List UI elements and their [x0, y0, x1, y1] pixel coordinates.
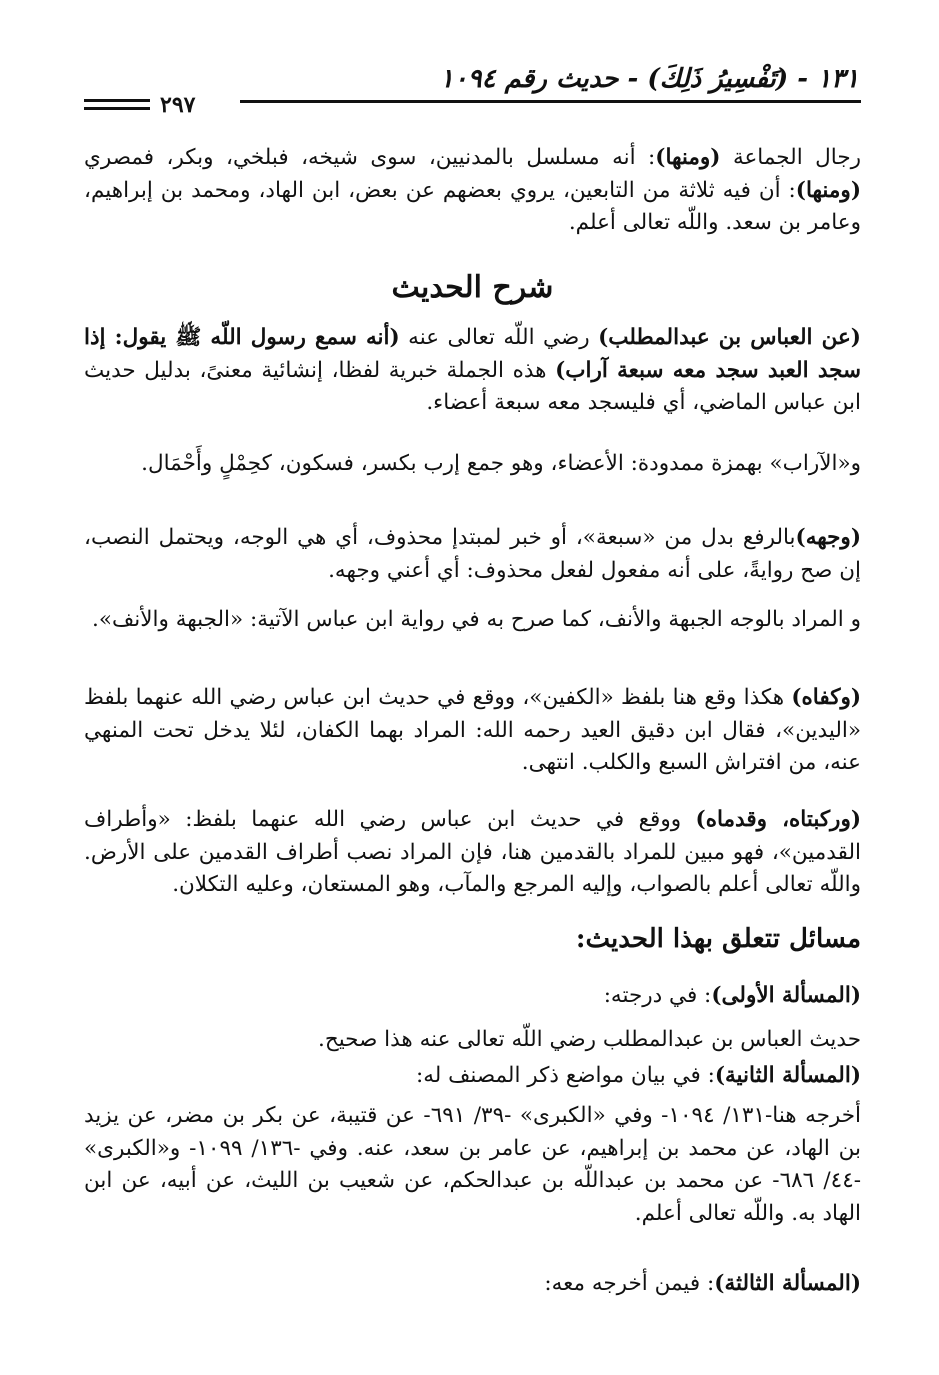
p1-bold-2: (أنه سمع رسول اللّه ﷺ يقول: إذا سجد العبد سجد معه سبعة آراب): [84, 325, 861, 383]
issue-1-text: : في درجته:: [603, 983, 712, 1008]
issue-2-label: (المسألة الثانية): [714, 1063, 861, 1088]
page-number-rule-bottom: [84, 107, 150, 110]
paragraph-4: و المراد بالوجه الجبهة والأنف، كما صرح به في رواية ابن عباس الآتية: «الجبهة والأنف».: [92, 607, 861, 632]
page-number-rule-top: [84, 99, 150, 102]
running-header: ١٣١ - (تَفْسِيرُ ذَلِكَ) - حديث رقم ١٠٩٤: [439, 64, 859, 94]
p6-bold-1: (وركبتاه، وقدماه): [695, 807, 861, 832]
intro-text-3: : أن فيه ثلاثة من التابعين، يروي بعضهم عن بعض، ابن الهاد، ومحمد بن إبراهيم، وعامر بن سعد. واللّه تعالى أعلم.: [84, 177, 861, 235]
p5-bold-1: (وكفاه): [791, 685, 861, 710]
p1-text-1: رضي اللّه تعالى عنه: [399, 325, 599, 350]
paragraph-1: [84, 322, 861, 420]
issue-3-label: (المسألة الثالثة): [714, 1271, 861, 1296]
issue-1-body: حديث العباس بن عبدالمطلب رضي اللّه تعالى عنه هذا صحيح.: [317, 1027, 861, 1052]
page-number: ٢٩٧: [160, 92, 196, 118]
p3-text-1: بالرفع بدل من «سبعة»، أو خبر لمبتدإ محذوف، أي هي الوجه، ويحتمل النصب، إن صح روايةً، على أنه مفعول لفعل محذوف: أي أعني وجهه.: [84, 525, 861, 583]
intro-text-2: : أنه مسلسل بالمدنيين، سوى شيخه، فبلخي، وبكر، فمصري: [84, 145, 656, 170]
issue-2-text: : في بيان مواضع ذكر المصنف له:: [415, 1063, 715, 1088]
issue-3-title: [84, 1268, 861, 1301]
p5-text-1: هكذا وقع هنا بلفظ «الكفين»، ووقع في حديث ابن عباس رضي الله عنهما بلفظ «اليدين»، فقال ابن دقيق العيد رحمه الله: المراد بهما الكفان، لئلا يدخل تحت المنهي عنه، من افتراش السبع والكلب. انتهى.: [84, 685, 861, 775]
issue-1-title: [84, 980, 861, 1013]
section-heading: شرح الحديث: [391, 270, 554, 305]
p6-text-1: ووقع في حديث ابن عباس رضي الله عنهما بلفظ: «وأطراف القدمين»، فهو مبين للمراد بالقدمين هنا، فإن المراد نصب أطراف القدمين على الأرض. واللّه تعالى أعلم بالصواب، وإليه المرجع والمآب، وهو المستعان، وعليه التكلان.: [84, 807, 861, 897]
issue-3-text: : فيمن أخرجه معه:: [544, 1271, 715, 1296]
intro-bold-1: (ومنها): [655, 145, 721, 170]
paragraph-2: و«الآراب» بهمزة ممدودة: الأعضاء، وهو جمع إرب بكسر، فسكون، كحِمْلٍ وأَحْمَال.: [141, 451, 861, 476]
p1-text-2: هذه الجملة خبرية لفظا، إنشائية معنىً، بدليل حديث ابن عباس الماضي، أي فليسجد معه سبعة أعضاء.: [84, 357, 861, 415]
header-rule: [240, 100, 861, 103]
p3-bold-1: (وجهه): [795, 525, 861, 550]
issue-2-title: [84, 1060, 861, 1093]
issue-1-label: (المسألة الأولى): [711, 983, 861, 1008]
issues-heading: مسائل تتعلق بهذا الحديث:: [575, 924, 861, 954]
intro-bold-2: (ومنها): [795, 177, 861, 203]
issue-2-body: أخرجه هنا-١٣١/ ١٠٩٤- وفي «الكبرى» -٣٩/ ٦٩١- عن قتيبة، عن بكر بن مضر، عن يزيد بن الهاد، عن محمد بن إبراهيم، عن عامر بن سعد، عنه. وفي -١٣٦/ ١٠٩٩- و«الكبرى» -٤٤/ ٦٨٦- عن محمد بن عبداللّه بن عبدالحكم، عن شعيب بن الليث، عن أبيه، عن ابن الهاد به. واللّه تعالى أعلم.: [84, 1103, 862, 1226]
paragraph-6: [84, 804, 861, 902]
p1-bold-1: (عن العباس بن عبدالمطلب): [598, 325, 861, 350]
intro-text-1: رجال الجماعة: [720, 145, 861, 170]
paragraph-5: [84, 682, 861, 780]
intro-paragraph: [84, 142, 861, 240]
paragraph-3: [84, 522, 861, 587]
